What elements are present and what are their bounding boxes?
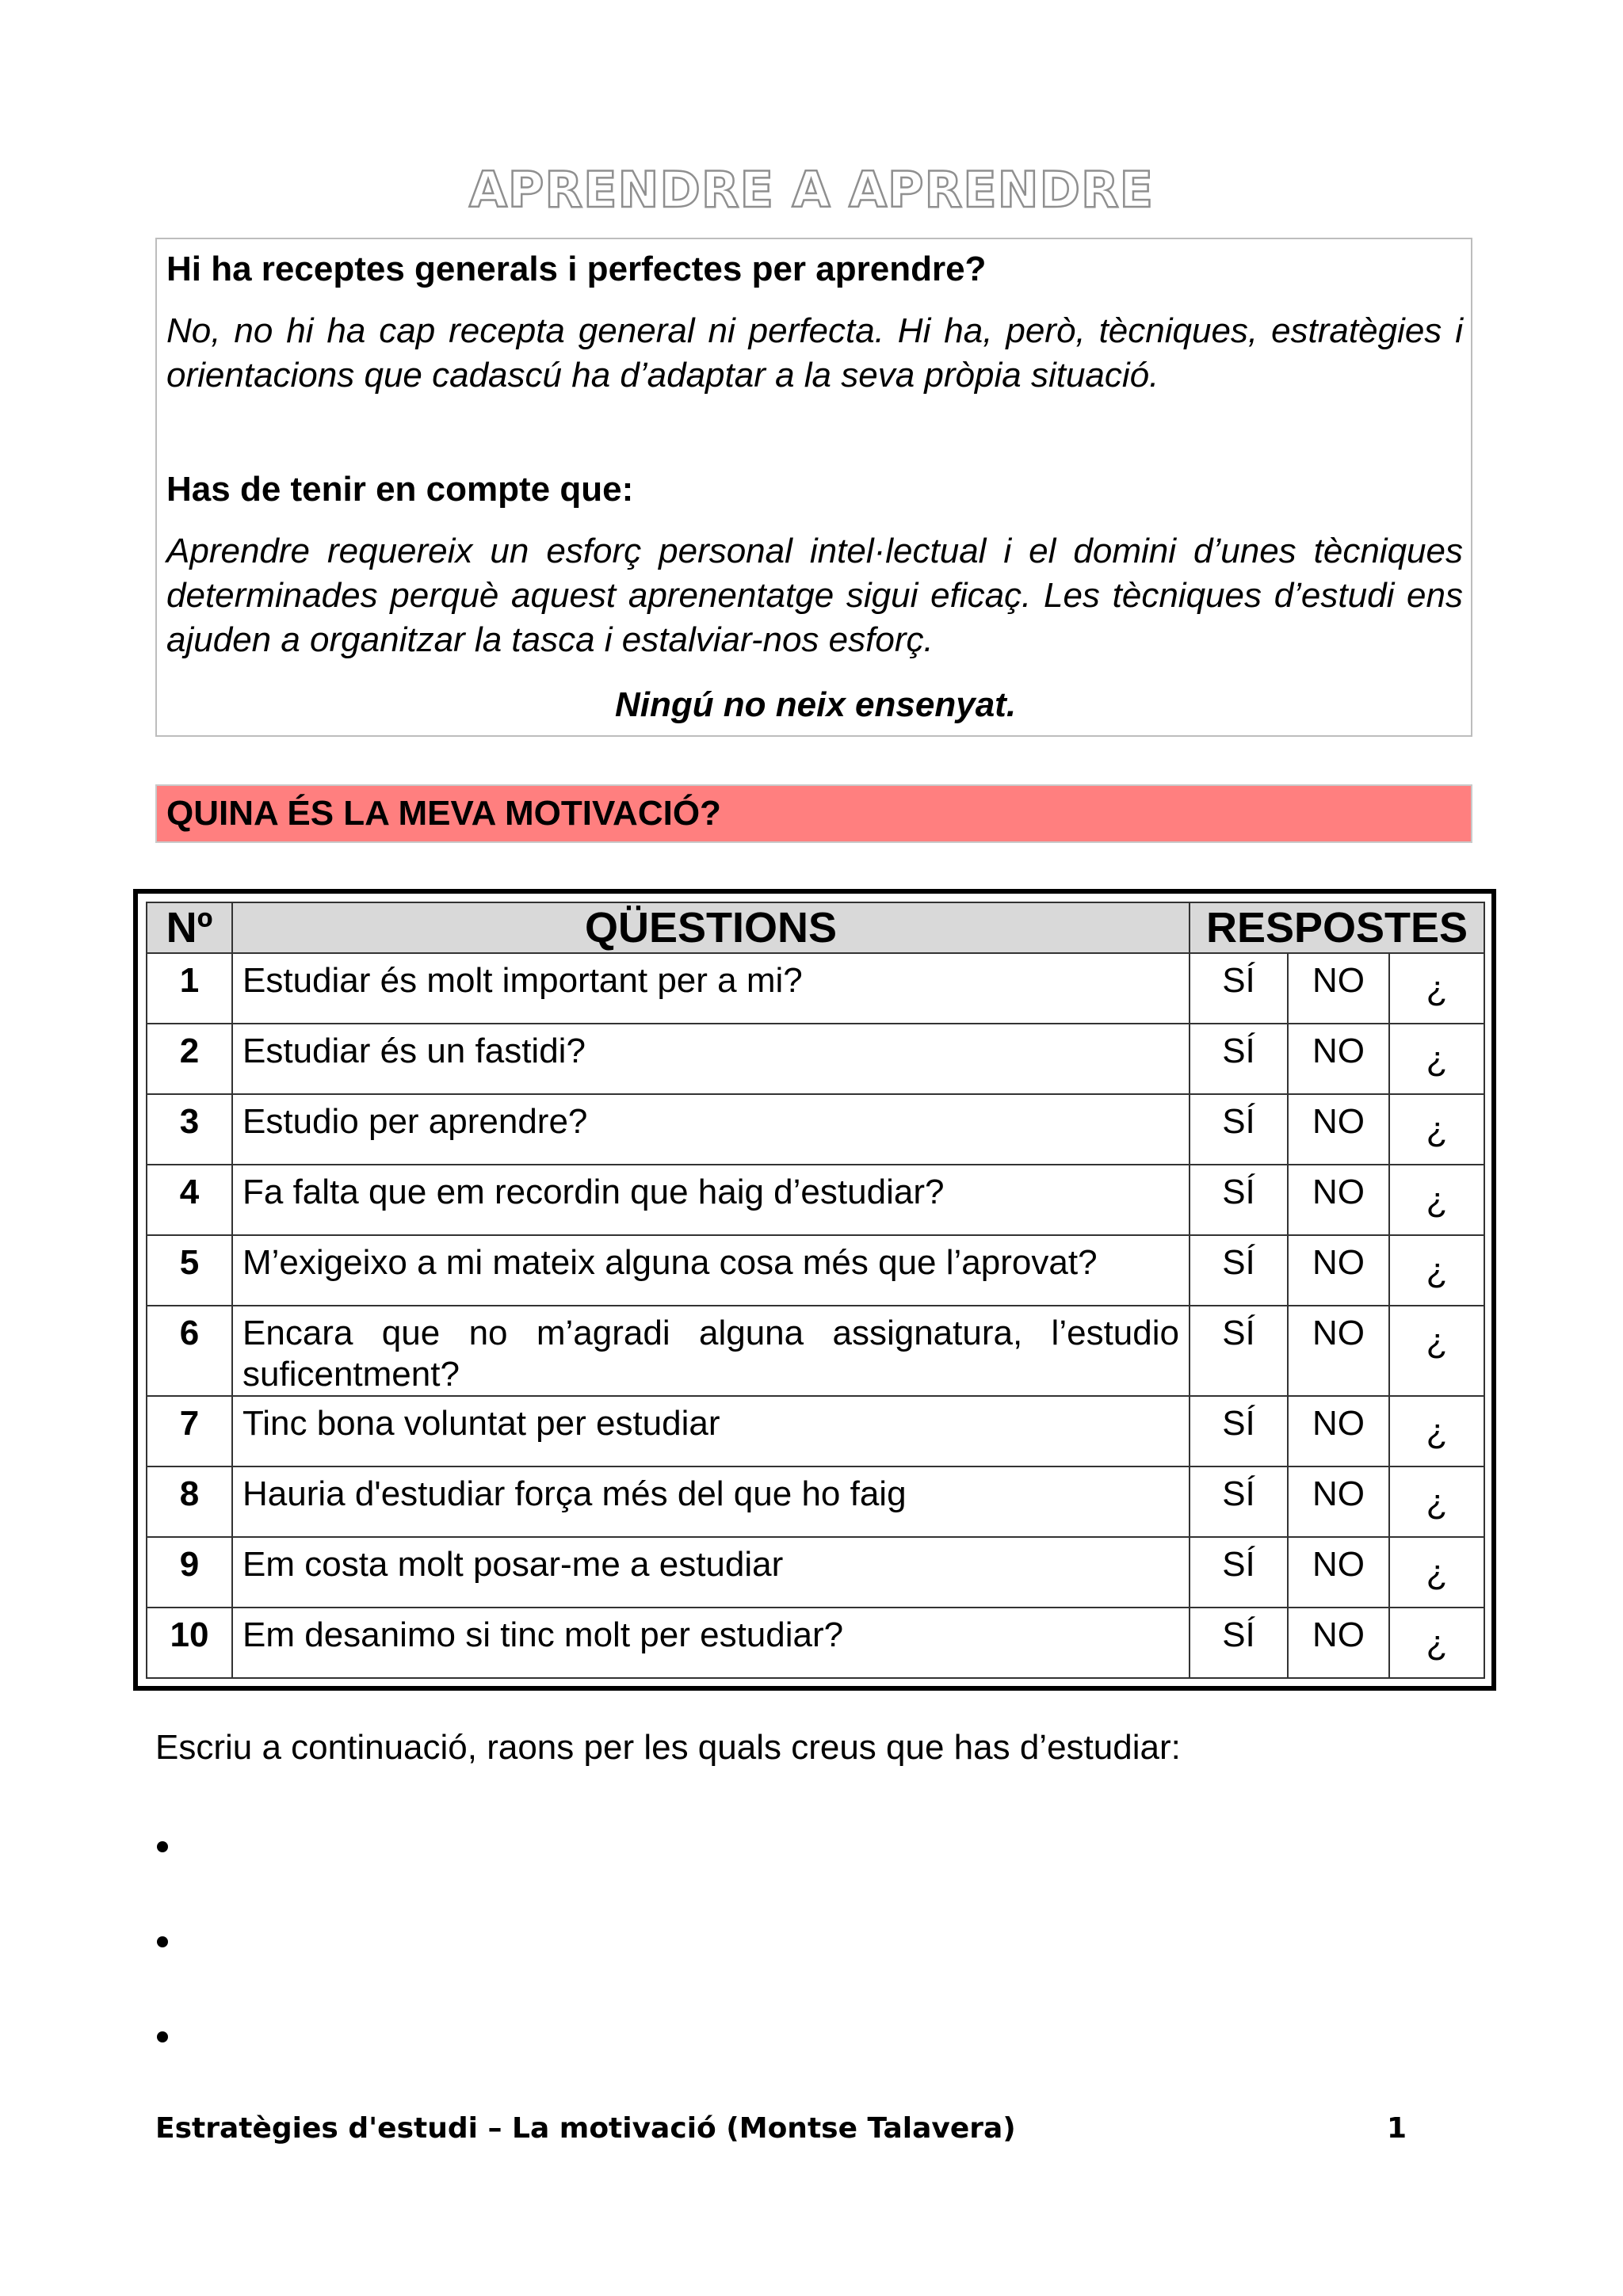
intro-box [155,238,1472,737]
question-text: Estudiar és un fastidi? [232,1024,1190,1094]
answer-yes-option[interactable]: SÍ [1190,1466,1288,1537]
questionnaire-frame [133,889,1496,1691]
answer-yes-option[interactable]: SÍ [1190,1306,1288,1396]
question-text: M’exigeixo a mi mateix alguna cosa més que l’aprovat? [232,1235,1190,1306]
answer-no-option[interactable]: NO [1288,953,1389,1024]
answer-unsure-option[interactable]: ¿ [1389,1235,1484,1306]
answer-yes-option[interactable]: SÍ [1190,953,1288,1024]
page-number: 1 [1387,2112,1407,2145]
answer-no-option[interactable]: NO [1288,1537,1389,1608]
question-row [147,953,1484,1024]
question-number: 7 [147,1396,232,1466]
answer-no-option[interactable]: NO [1288,1024,1389,1094]
question-row [147,1165,1484,1235]
question-number: 8 [147,1466,232,1537]
header-number: Nº [147,902,232,953]
answer-unsure-option[interactable]: ¿ [1389,1396,1484,1466]
answer-yes-option[interactable]: SÍ [1190,1024,1288,1094]
section-title-bar: QUINA ÉS LA MEVA MOTIVACIÓ? [155,784,1472,843]
question-number: 4 [147,1165,232,1235]
question-row [147,1306,1484,1396]
answer-no-option[interactable]: NO [1288,1466,1389,1537]
answer-unsure-option[interactable]: ¿ [1389,953,1484,1024]
answer-yes-option[interactable]: SÍ [1190,1094,1288,1165]
answer-no-option[interactable]: NO [1288,1235,1389,1306]
intro-consider-heading: Has de tenir en compte que: [166,470,634,509]
answer-no-option[interactable]: NO [1288,1608,1389,1678]
question-text: Hauria d'estudiar força més del que ho faig [232,1466,1190,1537]
footer-text: Estratègies d'estudi – La motivació (Montse Talavera) [155,2112,1016,2145]
reason-bullet-2 [157,1936,168,1947]
question-number: 10 [147,1608,232,1678]
question-number: 2 [147,1024,232,1094]
answer-unsure-option[interactable]: ¿ [1389,1537,1484,1608]
question-text: Encara que no m’agradi alguna assignatura, l’estudio suficentment? [232,1306,1190,1396]
reasons-prompt: Escriu a continuació, raons per les quals creus que has d’estudiar: [155,1728,1181,1767]
reason-bullet-3 [157,2031,168,2042]
answer-no-option[interactable]: NO [1288,1165,1389,1235]
questionnaire-table [146,902,1485,1679]
intro-answer-text: No, no hi ha cap recepta general ni perfecta. Hi ha, però, tècniques, estratègies i orientacions que cadascú ha d’adaptar a la seva pròpia situació. [166,311,1463,395]
answer-yes-option[interactable]: SÍ [1190,1235,1288,1306]
answer-unsure-option[interactable]: ¿ [1389,1165,1484,1235]
question-row [147,1094,1484,1165]
header-answers: RESPOSTES [1190,902,1484,953]
answer-unsure-option[interactable]: ¿ [1389,1024,1484,1094]
page-title: APRENDRE A APRENDRE [468,161,1155,219]
question-text: Estudiar és molt important per a mi? [232,953,1190,1024]
questionnaire-body [147,953,1484,1678]
intro-motto: Ningú no neix ensenyat. [614,685,1017,724]
intro-consider-text: Aprendre requereix un esforç personal intel·lectual i el domini d’unes tècniques determinades perquè aquest aprenentatge sigui eficaç. Les tècniques d’estudi ens ajuden a organitzar la tasca i estalviar-nos esforç. [166,532,1463,659]
answer-yes-option[interactable]: SÍ [1190,1165,1288,1235]
question-number: 1 [147,953,232,1024]
answer-unsure-option[interactable]: ¿ [1389,1466,1484,1537]
answer-unsure-option[interactable]: ¿ [1389,1608,1484,1678]
question-row [147,1396,1484,1466]
answer-yes-option[interactable]: SÍ [1190,1608,1288,1678]
question-text: Tinc bona voluntat per estudiar [232,1396,1190,1466]
answer-no-option[interactable]: NO [1288,1396,1389,1466]
answer-yes-option[interactable]: SÍ [1190,1396,1288,1466]
question-row [147,1466,1484,1537]
question-row [147,1608,1484,1678]
intro-question-heading: Hi ha receptes generals i perfectes per aprendre? [166,250,987,288]
question-number: 9 [147,1537,232,1608]
question-row [147,1537,1484,1608]
question-text: Fa falta que em recordin que haig d’estudiar? [232,1165,1190,1235]
question-number: 5 [147,1235,232,1306]
question-row [147,1235,1484,1306]
question-number: 6 [147,1306,232,1396]
header-questions: QÜESTIONS [232,902,1190,953]
answer-no-option[interactable]: NO [1288,1306,1389,1396]
answer-unsure-option[interactable]: ¿ [1389,1306,1484,1396]
question-text: Em desanimo si tinc molt per estudiar? [232,1608,1190,1678]
answer-yes-option[interactable]: SÍ [1190,1537,1288,1608]
answer-no-option[interactable]: NO [1288,1094,1389,1165]
question-text: Estudio per aprendre? [232,1094,1190,1165]
question-row [147,1024,1484,1094]
answer-unsure-option[interactable]: ¿ [1389,1094,1484,1165]
question-text: Em costa molt posar-me a estudiar [232,1537,1190,1608]
question-number: 3 [147,1094,232,1165]
reason-bullet-1 [157,1841,168,1852]
